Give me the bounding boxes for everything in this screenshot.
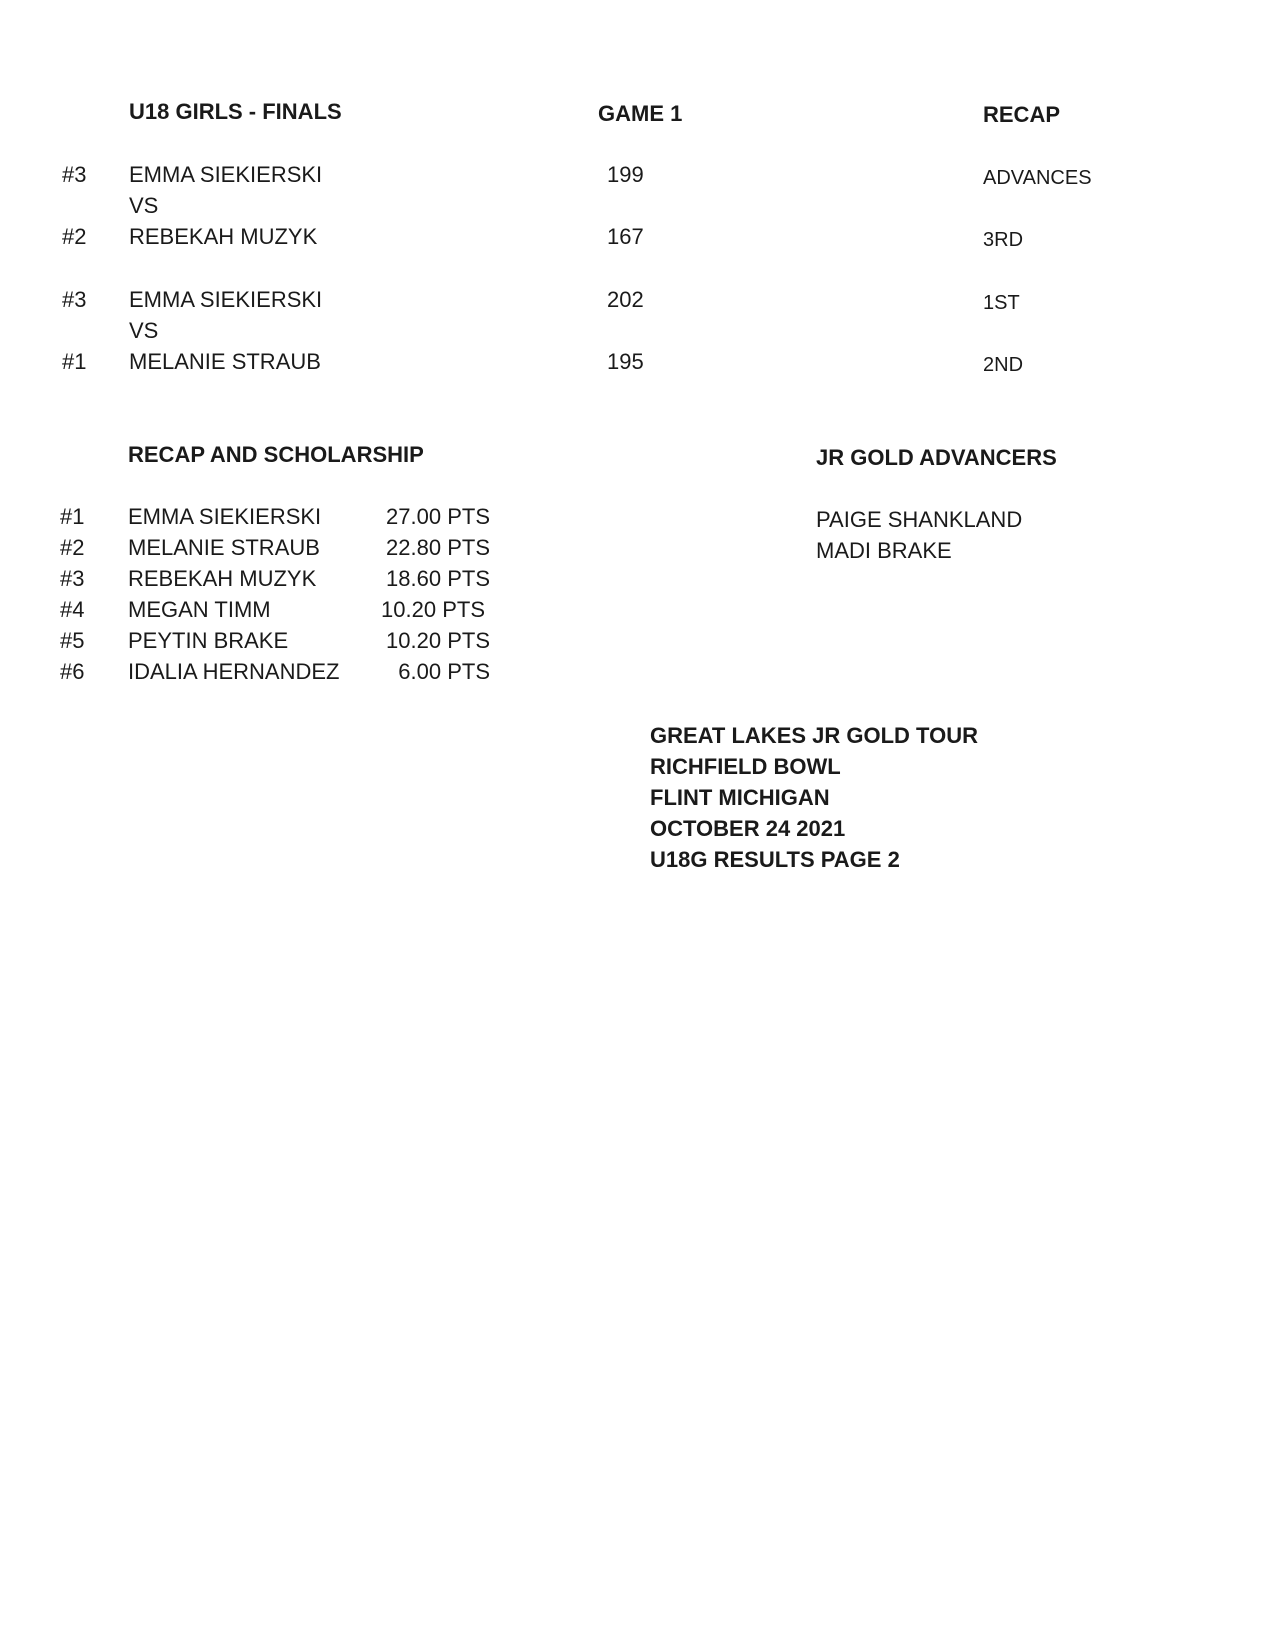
match-1-top-name: EMMA SIEKIERSKI	[129, 162, 323, 187]
match-1-bottom-score: 167	[607, 224, 644, 249]
scholarship-name: IDALIA HERNANDEZ	[128, 659, 340, 684]
scholarship-name: MELANIE STRAUB	[128, 535, 320, 560]
scholarship-points: 10.20 PTS	[386, 628, 490, 653]
match-1-top-result: ADVANCES	[983, 167, 1092, 189]
event-location: FLINT MICHIGAN	[650, 785, 830, 810]
game-1-header: GAME 1	[598, 101, 683, 126]
advancers-title: JR GOLD ADVANCERS	[816, 445, 1057, 470]
scholarship-name: MEGAN TIMM	[128, 597, 271, 622]
match-2-top-name: EMMA SIEKIERSKI	[129, 287, 323, 312]
advancer-name-1: PAIGE SHANKLAND	[816, 507, 1023, 532]
event-tour-name: GREAT LAKES JR GOLD TOUR	[650, 723, 978, 748]
scholarship-points: 10.20 PTS	[381, 597, 485, 622]
match-2-bottom-result: 2ND	[983, 354, 1024, 376]
event-venue: RICHFIELD BOWL	[650, 754, 841, 779]
match-2-bottom-seed: #1	[62, 349, 87, 374]
advancer-name-2: MADI BRAKE	[816, 538, 952, 563]
match-1-bottom-result: 3RD	[983, 229, 1024, 251]
match-2-top-result: 1ST	[983, 292, 1020, 314]
recap-header: RECAP	[983, 102, 1061, 127]
match-2-bottom-name: MELANIE STRAUB	[129, 349, 321, 374]
match-1-top-seed: #3	[62, 162, 87, 187]
match-1-bottom-seed: #2	[62, 224, 87, 249]
event-date: OCTOBER 24 2021	[650, 816, 846, 841]
scholarship-name: PEYTIN BRAKE	[128, 628, 289, 653]
scholarship-points: 22.80 PTS	[386, 535, 490, 560]
match-1-bottom-name: REBEKAH MUZYK	[129, 224, 318, 249]
scholarship-rank: #4	[60, 597, 85, 622]
scholarship-points: 27.00 PTS	[386, 504, 490, 529]
scholarship-rank: #3	[60, 566, 85, 591]
scholarship-rank: #6	[60, 659, 85, 684]
match-2-vs-label: VS	[129, 318, 159, 343]
scholarship-points: 18.60 PTS	[386, 566, 490, 591]
scholarship-name: REBEKAH MUZYK	[128, 566, 317, 591]
scholarship-name: EMMA SIEKIERSKI	[128, 504, 322, 529]
scholarship-points: 6.00 PTS	[398, 659, 490, 684]
scholarship-title: RECAP AND SCHOLARSHIP	[128, 442, 424, 467]
finals-title: U18 GIRLS - FINALS	[129, 99, 342, 124]
scholarship-rank: #1	[60, 504, 85, 529]
match-2-top-seed: #3	[62, 287, 87, 312]
match-2-top-score: 202	[607, 287, 644, 312]
match-1-vs-label: VS	[129, 193, 159, 218]
scholarship-rank: #2	[60, 535, 85, 560]
results-page-label: U18G RESULTS PAGE 2	[650, 847, 900, 872]
match-1-top-score: 199	[607, 162, 644, 187]
match-2-bottom-score: 195	[607, 349, 644, 374]
scholarship-rank: #5	[60, 628, 85, 653]
